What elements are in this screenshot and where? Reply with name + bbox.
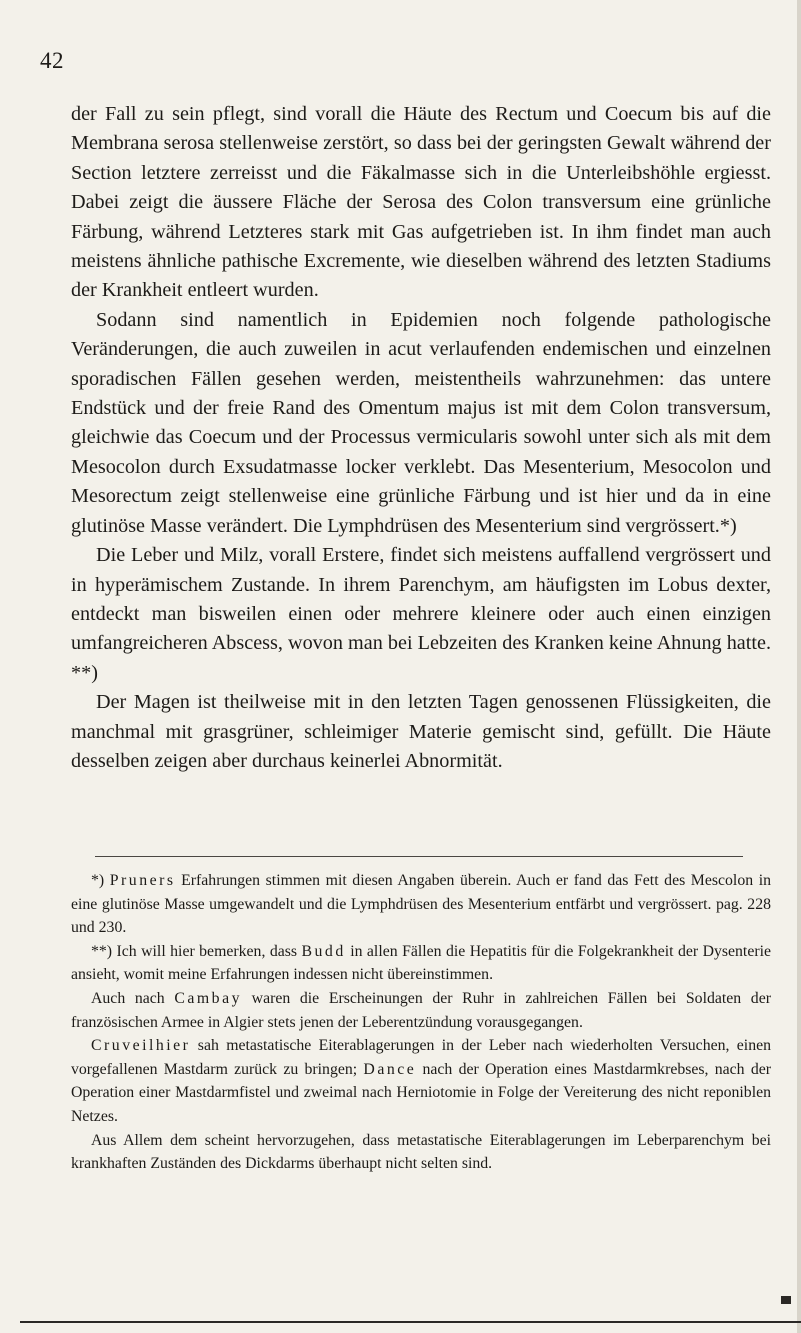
footnote-3-lead: Auch nach [91, 989, 165, 1007]
bottom-rule [20, 1321, 801, 1323]
footnote-2-author: Budd [301, 942, 346, 960]
footnote-1-author: Pruners [109, 872, 176, 889]
footnote-5: Aus Allem dem scheint hervorzugehen, dass metastatische Eiterablagerungen im Leberparenchym bei krankhaften Zuständen des Dickdarms überhaupt nicht selten sind. [71, 1131, 771, 1173]
footnote-1-text: Erfahrungen stimmen mit diesen Angaben überein. Auch er fand das Fett des Mescolon in eine glutinöse Masse umgewandelt und die Lymphdrüsen des Mesenterium entfärbt und vergrössert. pag. 228 und 230. [71, 872, 771, 937]
footnote-4-text-b: nach der Operation eines Mastdarmkrebses, nach der Operation einer Mastdarmfistel und zweimal nach Herniotomie in Folge der Vereiterung des nicht reponiblen Netzes. [71, 1060, 772, 1125]
footnotes [71, 869, 771, 1176]
footnote-3-author: Cambay [174, 989, 242, 1007]
main-text [71, 100, 771, 776]
footnote-2-text: in allen Fällen die Hepatitis für die Folgekrankheit der Dysenterie ansieht, womit meine Erfahrungen indessen nicht übereinstimmen. [71, 942, 771, 984]
paragraph-4: Der Magen ist theilweise mit in den letzten Tagen genossenen Flüssigkeiten, die manchmal mit grasgrüner, schleimiger Materie gemischt sind, gefüllt. Die Häute desselben zeigen aber durchaus keinerlei Abnormität. [71, 691, 771, 772]
paragraph-3: Die Leber und Milz, vorall Erstere, findet sich meistens auffallend vergrössert und in hyperämischem Zustande. In ihrem Parenchym, am häufigsten im Lobus dexter, entdeckt man bisweilen einen oder mehrere kleinere oder auch einen einzigen umfangreicheren Abscess, wovon man bei Lebzeiten des Kranken keine Ahnung hatte. **) [71, 544, 771, 684]
footnote-3-text: waren die Erscheinungen der Ruhr in zahlreichen Fällen bei Soldaten der französischen Armee in Algier stets jenen der Leberentzündung vorausgegangen. [71, 989, 771, 1031]
footnote-4-author: Cruveilhier [91, 1037, 191, 1055]
footnote-2-lead: **) Ich will hier bemerken, dass [91, 942, 298, 960]
footnote-separator [95, 856, 743, 857]
paragraph-1: der Fall zu sein pflegt, sind vorall die Häute des Rectum und Coecum bis auf die Membrana serosa stellenweise zerstört, so dass bei der geringsten Gewalt während der Section letztere zerreisst und die Fäkalmasse sich in die Unterleibshöhle ergiesst. Dabei zeigt die äussere Fläche der Serosa des Colon transversum eine grünliche Färbung, während Letzteres stark mit Gas aufgetrieben ist. In ihm findet man auch meistens ähnliche pathische Excremente, wie dieselben während des letzten Stadiums der Krankheit entleert wurden. [71, 103, 771, 302]
paragraph-2: Sodann sind namentlich in Epidemien noch folgende pathologische Veränderungen, die auch zuweilen in acut verlaufenden endemischen und einzelnen sporadischen Fällen gesehen werden, meistentheils wahrzunehmen: das untere Endstück und der freie Rand des Omentum majus ist mit dem Colon transversum, gleichwie das Coecum und der Processus vermicularis sowohl unter sich als mit dem Mesocolon durch Exsudatmasse locker verklebt. Das Mesenterium, Mesocolon und Mesorectum zeigt stellenweise eine grünliche Färbung und ist hier und da in eine glutinöse Masse verändert. Die Lymphdrüsen des Mesenterium sind vergrössert.*) [71, 308, 771, 537]
footnote-4-author-2: Dance [363, 1060, 417, 1078]
footnote-4 [71, 1034, 771, 1128]
scan-mark [781, 1296, 791, 1304]
footnote-1 [71, 869, 771, 940]
page-number: 42 [40, 48, 64, 73]
footnote-2 [71, 940, 771, 987]
footnote-3 [71, 987, 771, 1034]
page-edge [797, 0, 801, 1333]
footnote-4-text-a: sah metastatische Eiterablagerungen in der Leber nach wiederholten Versuchen, einen vorgefallenen Mastdarm zurück zu bringen; [71, 1037, 772, 1078]
footnote-1-mark: *) [91, 872, 105, 889]
